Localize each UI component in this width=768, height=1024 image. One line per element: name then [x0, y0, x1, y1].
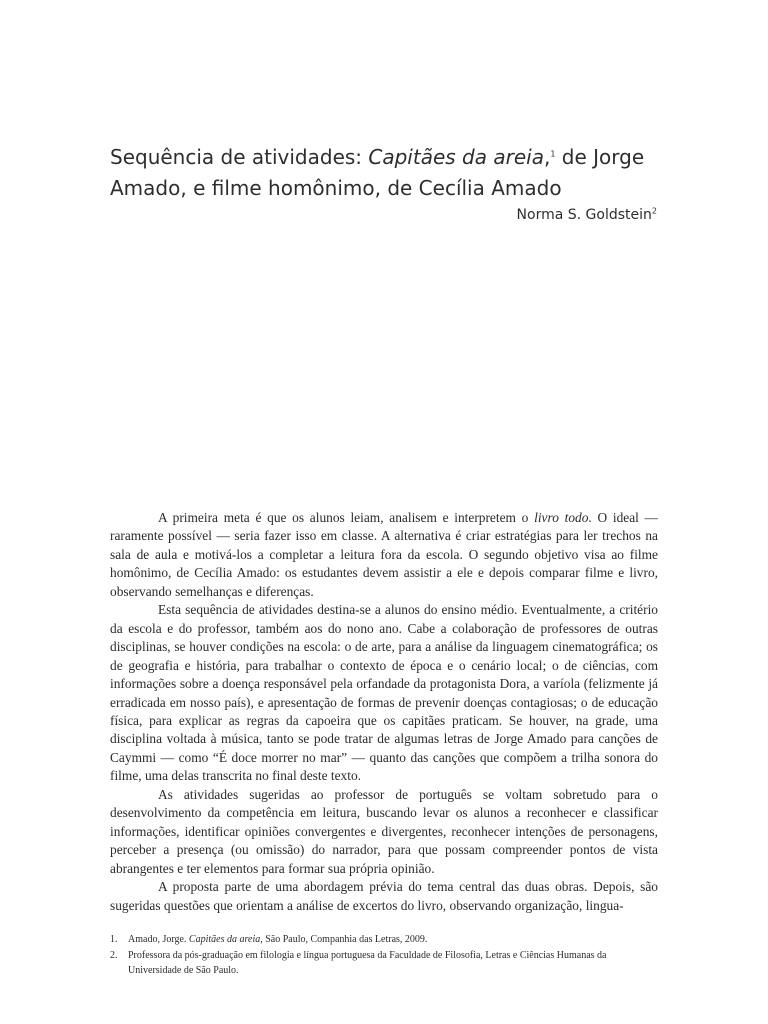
title-line1-end: de Jorge: [555, 145, 645, 169]
paragraph-4: A proposta parte de uma abordagem prévia do tema central das duas obras. Depois, são sugeridas questões que orientam a análise de excertos do livro, observando organização, lingua-: [110, 879, 658, 913]
footnote-text: [128, 932, 658, 948]
title-italic-work: Capitães da areia: [368, 145, 544, 169]
footnote-text: Professora da pós-graduação em filologia e língua portuguesa da Faculdade de Filosofia, Letras e Ciências Humanas da Universidade de São Paulo.: [128, 949, 607, 976]
author-byline: [517, 207, 657, 223]
paragraph-3: As atividades sugeridas ao professor de português se voltam sobretudo para o desenvolvimento da competência em leitura, buscando levar os alunos a reconhecer e classificar informações, identificar opiniões convergentes e divergentes, reconhecer intenções de personagens, perceber a presença (ou omissão) do narrador, para que possam compreender pontos de vista abrangentes e ter elementos para formar sua própria opinião.: [110, 786, 658, 876]
paragraph-1-italic: livro todo: [534, 510, 589, 525]
footnote-1-before: Amado, Jorge.: [128, 934, 189, 945]
body-text: [110, 509, 658, 915]
title-comma: ,: [543, 145, 551, 169]
footnote-1-after: , São Paulo, Companhia das Letras, 2009.: [260, 934, 428, 945]
footnotes: [110, 932, 658, 979]
footnote-number: 2.: [110, 949, 118, 961]
author-footnote-ref[interactable]: 2: [651, 206, 657, 216]
author-name: Norma S. Goldstein: [516, 207, 652, 223]
footnote-2: [110, 948, 658, 979]
footnote-1: [110, 932, 658, 948]
paragraph-1-end: . O ideal — raramente possível — seria fazer isso em classe. A alternativa é criar estratégias para ler trechos na sala de aula e motivá-los a completar a leitura fora da escola. O segundo objetivo visa ao filme homônimo, de Cecília Amado: os estudantes devem assistir a ele e depois comparar filme e livro, observando semelhanças e diferenças.: [110, 510, 659, 599]
footnote-1-italic: Capitães da areia: [188, 934, 261, 945]
footnote-number: 1.: [110, 934, 118, 945]
paragraph-1: [110, 509, 658, 601]
title-prefix: Sequência de atividades:: [110, 145, 369, 169]
page-title: [110, 142, 670, 204]
title-line2: Amado, e filme homônimo, de Cecília Amado: [110, 176, 562, 200]
title-footnote-ref[interactable]: 1: [550, 149, 556, 159]
paragraph-2: Esta sequência de atividades destina-se a alunos do ensino médio. Eventualmente, a critério da escola e do professor, também aos do nono ano. Cabe a colaboração de professores de outras disciplinas, se houver condições na escola: o de arte, para a análise da linguagem cinematográfica; os de geografia e história, para trabalhar o contexto de época e o cenário local; o de ciências, com informações sobre a doença responsável pela orfandade da protagonista Dora, a varíola (felizmente já erradicada em nosso país), e apresentação de formas de prevenir doenças contagiosas; o de educação física, para explicar as regras da capoeira que os capitães praticam. Se houver, na grade, uma disciplina voltada à música, tanto se pode tratar de algumas letras de Jorge Amado para canções de Caymmi — como “É doce morrer no mar” — quanto das canções que compõem a trilha sonora do filme, uma delas transcrita no final deste texto.: [110, 602, 658, 784]
paragraph-1-start: A primeira meta é que os alunos leiam, analisem e interpretem o: [158, 510, 535, 525]
